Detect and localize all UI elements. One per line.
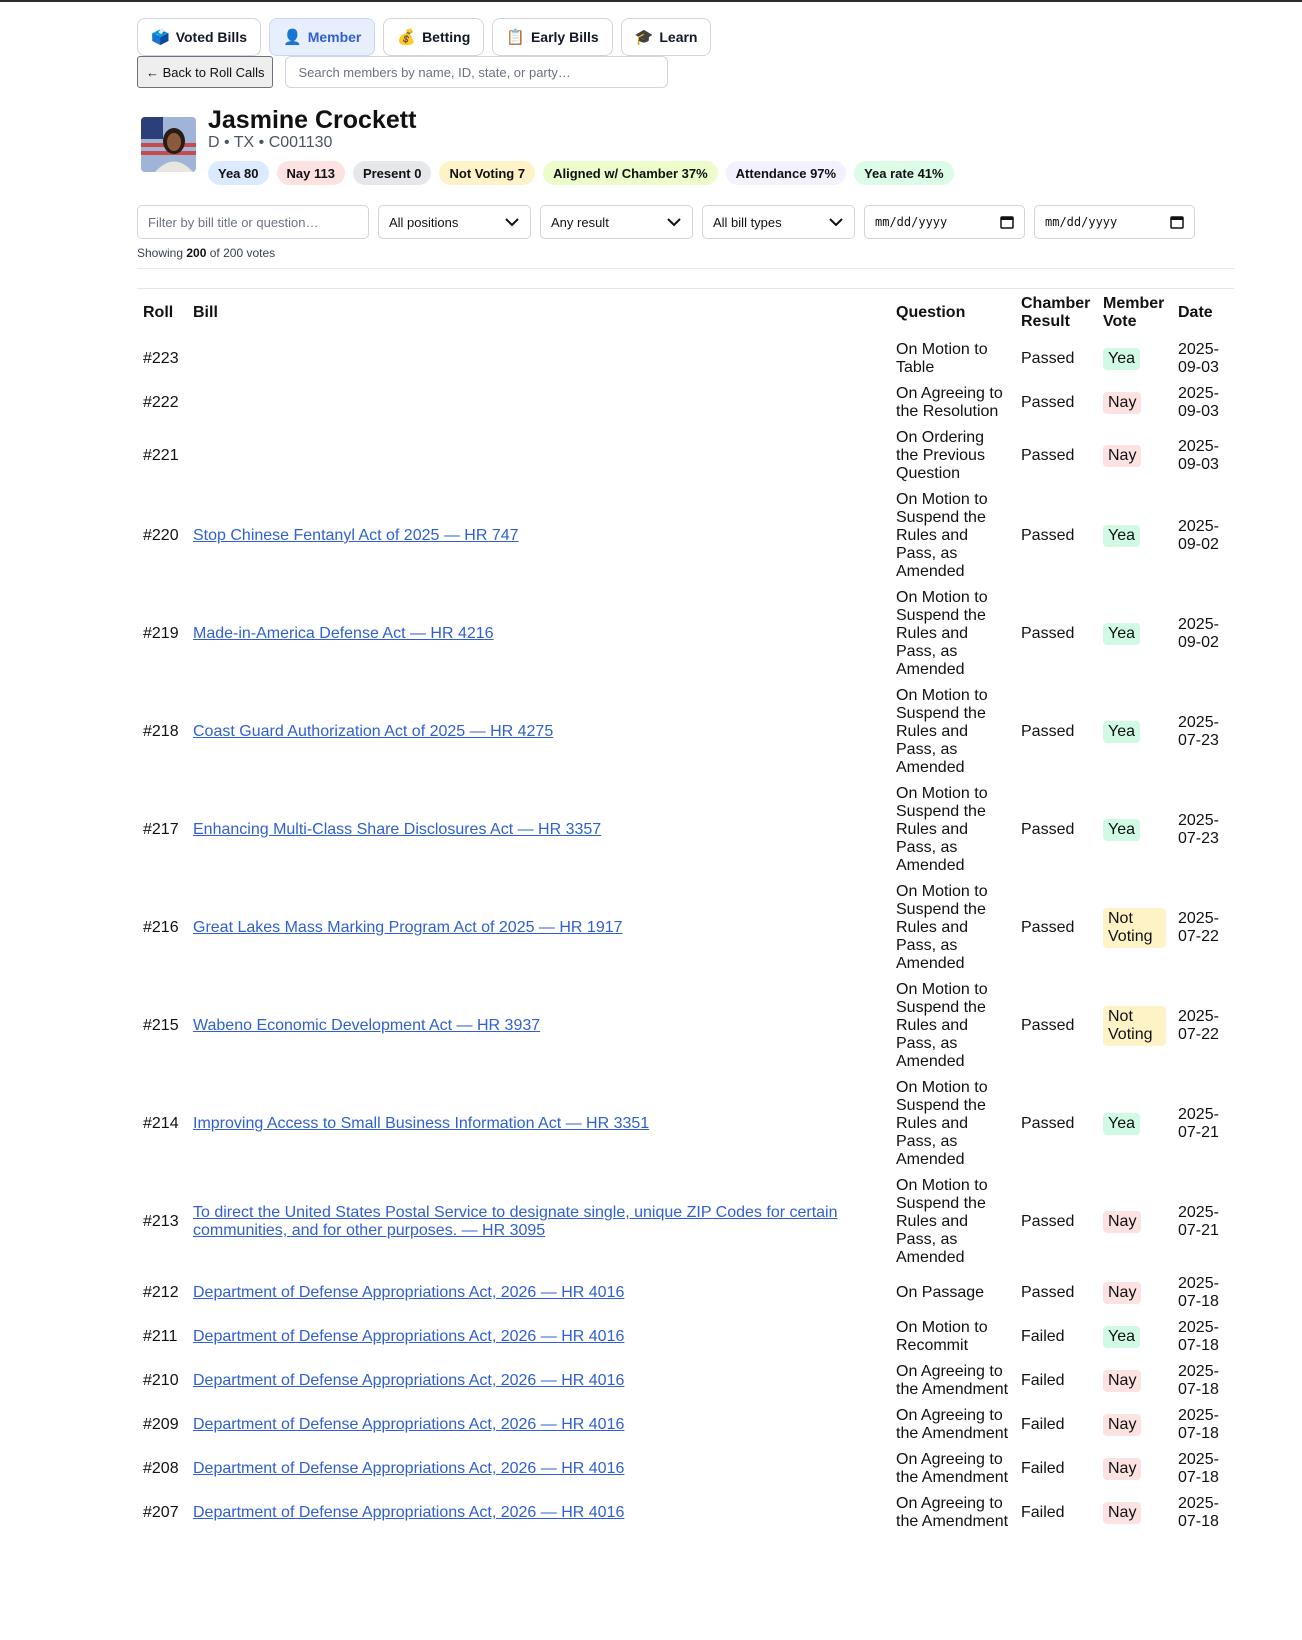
member-vote-cell bbox=[1097, 425, 1172, 487]
member-vote-cell bbox=[1097, 1447, 1172, 1491]
bill-cell bbox=[187, 425, 890, 487]
bill-type-select[interactable] bbox=[702, 205, 855, 239]
date-cell: 2025-07-21 bbox=[1178, 1106, 1219, 1141]
member-vote-cell bbox=[1097, 1271, 1172, 1315]
roll-number: #218 bbox=[143, 723, 179, 740]
member-vote-badge: Not Voting bbox=[1103, 1006, 1166, 1046]
member-vote-badge: Not Voting bbox=[1103, 908, 1166, 948]
showing-suffix: of 200 votes bbox=[209, 246, 276, 260]
table-row[interactable] bbox=[137, 879, 1234, 977]
chamber-result-cell: Failed bbox=[1021, 1416, 1065, 1433]
bill-cell bbox=[187, 1315, 890, 1359]
tab-early-bills[interactable] bbox=[492, 18, 612, 56]
question-cell: On Motion to Recommit bbox=[896, 1319, 988, 1354]
roll-number: #220 bbox=[143, 527, 179, 544]
table-row[interactable] bbox=[137, 1447, 1234, 1491]
member-vote-cell bbox=[1097, 337, 1172, 381]
member-vote-cell bbox=[1097, 879, 1172, 977]
bill-cell bbox=[187, 585, 890, 683]
calendar-icon[interactable] bbox=[1000, 215, 1014, 229]
bill-link[interactable]: Improving Access to Small Business Information Act — HR 3351 bbox=[193, 1115, 650, 1132]
bill-link[interactable]: Enhancing Multi-Class Share Disclosures Act — HR 3357 bbox=[193, 821, 602, 838]
member-vote-badge: Nay bbox=[1103, 1414, 1141, 1436]
date-cell: 2025-09-03 bbox=[1178, 385, 1219, 420]
bill-cell bbox=[187, 1173, 890, 1271]
date-cell: 2025-07-22 bbox=[1178, 910, 1219, 945]
column-header-chamber-result[interactable]: Chamber Result bbox=[1021, 295, 1091, 330]
result-select[interactable] bbox=[540, 205, 693, 239]
chamber-result-cell: Passed bbox=[1021, 350, 1075, 367]
roll-number: #210 bbox=[143, 1372, 179, 1389]
column-header-date[interactable]: Date bbox=[1178, 304, 1213, 321]
member-vote-badge: Yea bbox=[1103, 525, 1140, 547]
date-to-input[interactable] bbox=[1034, 205, 1195, 239]
member-vote-badge: Yea bbox=[1103, 348, 1140, 370]
member-vote-cell bbox=[1097, 1359, 1172, 1403]
question-cell: On Motion to Suspend the Rules and Pass, as Amended bbox=[896, 785, 988, 874]
roll-number: #214 bbox=[143, 1115, 179, 1132]
member-vote-badge: Nay bbox=[1103, 1211, 1141, 1233]
tab-label: Voted Bills bbox=[175, 29, 247, 45]
tab-label: Learn bbox=[659, 29, 698, 45]
table-row[interactable] bbox=[137, 1173, 1234, 1271]
date-cell: 2025-07-23 bbox=[1178, 714, 1219, 749]
date-cell: 2025-09-03 bbox=[1178, 438, 1219, 473]
question-cell: On Motion to Suspend the Rules and Pass, as Amended bbox=[896, 1177, 988, 1266]
member-vote-cell bbox=[1097, 1403, 1172, 1447]
yea-count-badge: Yea 80 bbox=[208, 161, 269, 185]
date-cell: 2025-09-02 bbox=[1178, 518, 1219, 553]
votes-table-body bbox=[137, 337, 1234, 1535]
question-cell: On Agreeing to the Resolution bbox=[896, 385, 1003, 420]
bill-cell bbox=[187, 1075, 890, 1173]
member-vote-badge: Yea bbox=[1103, 1326, 1140, 1348]
question-cell: On Motion to Suspend the Rules and Pass, as Amended bbox=[896, 883, 988, 972]
question-cell: On Agreeing to the Amendment bbox=[896, 1363, 1009, 1398]
roll-number: #209 bbox=[143, 1416, 179, 1433]
bill-cell bbox=[187, 487, 890, 585]
date-cell: 2025-09-03 bbox=[1178, 341, 1219, 376]
table-row[interactable] bbox=[137, 1271, 1234, 1315]
bill-cell bbox=[187, 1447, 890, 1491]
table-row[interactable] bbox=[137, 1359, 1234, 1403]
page-container bbox=[137, 18, 1234, 1535]
question-cell: On Motion to Suspend the Rules and Pass, as Amended bbox=[896, 491, 988, 580]
member-vote-badge: Yea bbox=[1103, 623, 1140, 645]
chamber-result-cell: Passed bbox=[1021, 1017, 1075, 1034]
roll-number: #208 bbox=[143, 1460, 179, 1477]
member-vote-cell bbox=[1097, 977, 1172, 1075]
column-header-member-vote[interactable]: Member Vote bbox=[1103, 295, 1165, 330]
question-cell: On Motion to Table bbox=[896, 341, 988, 376]
member-vote-cell bbox=[1097, 781, 1172, 879]
bill-cell bbox=[187, 1403, 890, 1447]
attendance-badge: Attendance 97% bbox=[726, 161, 846, 185]
showing-prefix: Showing bbox=[137, 246, 184, 260]
person-icon: 👤 bbox=[283, 29, 302, 46]
bill-cell bbox=[187, 879, 890, 977]
aligned-with-chamber-badge: Aligned w/ Chamber 37% bbox=[543, 161, 718, 185]
table-row[interactable] bbox=[137, 425, 1234, 487]
date-cell: 2025-07-23 bbox=[1178, 812, 1219, 847]
position-select[interactable] bbox=[378, 205, 531, 239]
roll-number: #212 bbox=[143, 1284, 179, 1301]
money-bag-icon: 💰 bbox=[397, 29, 417, 46]
member-vote-cell bbox=[1097, 1315, 1172, 1359]
member-vote-cell bbox=[1097, 1075, 1172, 1173]
votes-table bbox=[137, 289, 1234, 1535]
member-subtitle: D • TX • C001130 bbox=[208, 134, 333, 151]
member-search-input[interactable] bbox=[285, 56, 668, 88]
bill-cell bbox=[187, 977, 890, 1075]
chevron-down-icon bbox=[828, 214, 844, 230]
member-vote-cell bbox=[1097, 1491, 1172, 1535]
chamber-result-cell: Passed bbox=[1021, 821, 1075, 838]
vote-filters bbox=[137, 205, 1234, 239]
bill-link[interactable]: Department of Defense Appropriations Act, 2026 — HR 4016 bbox=[193, 1328, 625, 1345]
column-header-bill[interactable]: Bill bbox=[193, 304, 218, 321]
member-vote-cell bbox=[1097, 381, 1172, 425]
table-row[interactable] bbox=[137, 781, 1234, 879]
chamber-result-cell: Passed bbox=[1021, 527, 1075, 544]
roll-number: #211 bbox=[143, 1328, 178, 1345]
date-cell: 2025-07-22 bbox=[1178, 1008, 1219, 1043]
question-cell: On Agreeing to the Amendment bbox=[896, 1495, 1009, 1530]
table-header-row bbox=[137, 289, 1234, 337]
tab-member[interactable] bbox=[269, 18, 375, 56]
yea-rate-badge: Yea rate 41% bbox=[854, 161, 954, 185]
table-row[interactable] bbox=[137, 585, 1234, 683]
member-vote-badge: Yea bbox=[1103, 1113, 1140, 1135]
member-header bbox=[141, 106, 1234, 185]
member-info bbox=[208, 106, 954, 185]
member-vote-cell bbox=[1097, 683, 1172, 781]
bill-cell bbox=[187, 1491, 890, 1535]
member-vote-badge: Nay bbox=[1103, 392, 1141, 414]
bill-link[interactable]: Department of Defense Appropriations Act, 2026 — HR 4016 bbox=[193, 1372, 625, 1389]
bill-filter-input[interactable] bbox=[137, 205, 369, 239]
tab-label: Member bbox=[307, 29, 362, 45]
date-cell: 2025-07-18 bbox=[1178, 1407, 1219, 1442]
results-count bbox=[137, 246, 1234, 260]
date-cell: 2025-09-02 bbox=[1178, 616, 1219, 651]
chamber-result-cell: Failed bbox=[1021, 1504, 1065, 1521]
question-cell: On Passage bbox=[896, 1284, 985, 1301]
member-vote-cell bbox=[1097, 585, 1172, 683]
chamber-result-cell: Passed bbox=[1021, 1213, 1075, 1230]
table-row[interactable] bbox=[137, 1315, 1234, 1359]
date-cell: 2025-07-18 bbox=[1178, 1451, 1219, 1486]
chevron-down-icon bbox=[504, 214, 520, 230]
member-vote-badge: Nay bbox=[1103, 1458, 1141, 1480]
date-from-input[interactable] bbox=[864, 205, 1025, 239]
question-cell: On Motion to Suspend the Rules and Pass, as Amended bbox=[896, 687, 988, 776]
nay-count-badge: Nay 113 bbox=[277, 161, 345, 185]
member-vote-badge: Yea bbox=[1103, 819, 1140, 841]
back-to-roll-calls-button[interactable]: ← Back to Roll Calls bbox=[137, 56, 273, 88]
roll-number: #219 bbox=[143, 625, 179, 642]
bill-link[interactable]: Department of Defense Appropriations Act, 2026 — HR 4016 bbox=[193, 1416, 625, 1433]
table-row[interactable] bbox=[137, 337, 1234, 381]
chamber-result-cell: Failed bbox=[1021, 1372, 1065, 1389]
bill-cell bbox=[187, 381, 890, 425]
bill-cell bbox=[187, 337, 890, 381]
chamber-result-cell: Failed bbox=[1021, 1328, 1065, 1345]
tab-learn[interactable] bbox=[621, 18, 712, 56]
chamber-result-cell: Passed bbox=[1021, 447, 1075, 464]
avatar bbox=[141, 117, 196, 172]
bill-link[interactable]: Department of Defense Appropriations Act, 2026 — HR 4016 bbox=[193, 1460, 625, 1477]
question-cell: On Motion to Suspend the Rules and Pass, as Amended bbox=[896, 589, 988, 678]
present-count-badge: Present 0 bbox=[353, 161, 432, 185]
showing-count: 200 bbox=[186, 246, 207, 260]
member-vote-badge: Nay bbox=[1103, 1282, 1141, 1304]
not-voting-count-badge: Not Voting 7 bbox=[439, 161, 535, 185]
roll-number: #217 bbox=[143, 821, 179, 838]
bill-cell bbox=[187, 683, 890, 781]
bill-link[interactable]: To direct the United States Postal Service to designate single, unique ZIP Codes for certain communities, and for other purposes. — HR 3095 bbox=[193, 1204, 838, 1239]
tab-betting[interactable] bbox=[383, 18, 484, 56]
date-to-value: mm/dd/yyyy bbox=[1045, 215, 1118, 229]
member-name: Jasmine Crockett bbox=[208, 106, 417, 134]
question-cell: On Motion to Suspend the Rules and Pass, as Amended bbox=[896, 1079, 988, 1168]
graduation-cap-icon: 🎓 bbox=[634, 29, 654, 46]
table-row[interactable] bbox=[137, 977, 1234, 1075]
bill-link[interactable]: Made-in-America Defense Act — HR 4216 bbox=[193, 625, 494, 642]
bill-cell bbox=[187, 1271, 890, 1315]
bill-link[interactable]: Department of Defense Appropriations Act, 2026 — HR 4016 bbox=[193, 1504, 625, 1521]
bill-link[interactable]: Department of Defense Appropriations Act, 2026 — HR 4016 bbox=[193, 1284, 625, 1301]
bill-link[interactable]: Great Lakes Mass Marking Program Act of 2025 — HR 1917 bbox=[193, 919, 623, 936]
question-cell: On Agreeing to the Amendment bbox=[896, 1451, 1009, 1486]
divider bbox=[137, 268, 1234, 269]
bill-link[interactable]: Stop Chinese Fentanyl Act of 2025 — HR 747 bbox=[193, 527, 519, 544]
date-cell: 2025-07-18 bbox=[1178, 1319, 1219, 1354]
column-header-roll[interactable]: Roll bbox=[143, 304, 174, 321]
column-header-question[interactable]: Question bbox=[896, 304, 966, 321]
roll-number: #222 bbox=[143, 394, 179, 411]
member-vote-cell bbox=[1097, 487, 1172, 585]
chevron-down-icon bbox=[666, 214, 682, 230]
date-cell: 2025-07-18 bbox=[1178, 1275, 1219, 1310]
chamber-result-cell: Passed bbox=[1021, 1284, 1075, 1301]
chamber-result-cell: Passed bbox=[1021, 625, 1075, 642]
question-cell: On Motion to Suspend the Rules and Pass, as Amended bbox=[896, 981, 988, 1070]
date-cell: 2025-07-18 bbox=[1178, 1495, 1219, 1530]
bill-link[interactable]: Wabeno Economic Development Act — HR 3937 bbox=[193, 1017, 541, 1034]
member-vote-badge: Nay bbox=[1103, 445, 1141, 467]
question-cell: On Agreeing to the Amendment bbox=[896, 1407, 1009, 1442]
table-row[interactable] bbox=[137, 1491, 1234, 1535]
member-vote-badge: Yea bbox=[1103, 721, 1140, 743]
table-row[interactable] bbox=[137, 1075, 1234, 1173]
question-cell: On Ordering the Previous Question bbox=[896, 429, 985, 482]
roll-number: #213 bbox=[143, 1213, 179, 1230]
table-row[interactable] bbox=[137, 1403, 1234, 1447]
table-row[interactable] bbox=[137, 683, 1234, 781]
bill-cell bbox=[187, 1359, 890, 1403]
member-vote-badge: Nay bbox=[1103, 1370, 1141, 1392]
bill-cell bbox=[187, 781, 890, 879]
chamber-result-cell: Passed bbox=[1021, 1115, 1075, 1132]
bill-type-select-value: All bill types bbox=[713, 214, 782, 230]
result-select-value: Any result bbox=[551, 214, 609, 230]
main-tabs bbox=[137, 18, 1234, 56]
position-select-value: All positions bbox=[389, 214, 459, 230]
clipboard-icon: 📋 bbox=[506, 29, 525, 46]
tab-voted-bills[interactable] bbox=[137, 18, 261, 56]
table-row[interactable] bbox=[137, 487, 1234, 585]
tab-label: Betting bbox=[422, 29, 471, 45]
roll-number: #221 bbox=[143, 447, 179, 464]
member-vote-cell bbox=[1097, 1173, 1172, 1271]
calendar-icon[interactable] bbox=[1170, 215, 1184, 229]
date-cell: 2025-07-18 bbox=[1178, 1363, 1219, 1398]
bill-link[interactable]: Coast Guard Authorization Act of 2025 — HR 4275 bbox=[193, 723, 554, 740]
date-cell: 2025-07-21 bbox=[1178, 1204, 1219, 1239]
roll-number: #207 bbox=[143, 1504, 179, 1521]
chamber-result-cell: Failed bbox=[1021, 1460, 1065, 1477]
tab-label: Early Bills bbox=[530, 29, 599, 45]
date-from-value: mm/dd/yyyy bbox=[875, 215, 948, 229]
toolbar bbox=[137, 56, 1234, 88]
member-vote-badge: Nay bbox=[1103, 1502, 1141, 1524]
roll-number: #215 bbox=[143, 1017, 179, 1034]
chamber-result-cell: Passed bbox=[1021, 919, 1075, 936]
roll-number: #216 bbox=[143, 919, 179, 936]
ballot-box-icon: 🗳️ bbox=[151, 29, 170, 46]
roll-number: #223 bbox=[143, 350, 179, 367]
bill-filter-placeholder: Filter by bill title or question… bbox=[148, 214, 319, 230]
chamber-result-cell: Passed bbox=[1021, 723, 1075, 740]
member-stats bbox=[208, 161, 954, 185]
chamber-result-cell: Passed bbox=[1021, 394, 1075, 411]
table-row[interactable] bbox=[137, 381, 1234, 425]
